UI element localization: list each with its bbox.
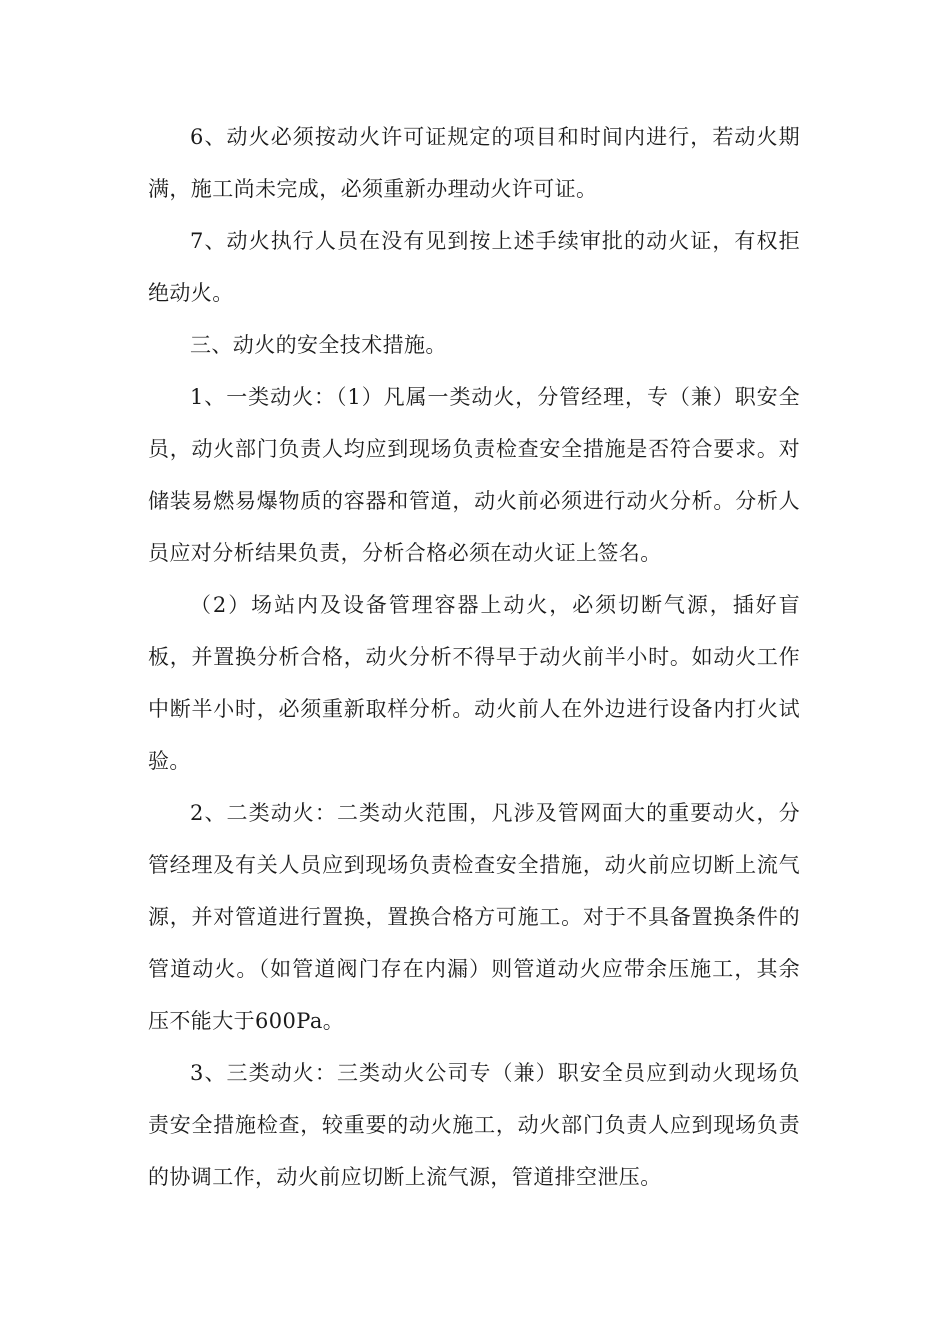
paragraph-rule-6: 6、动火必须按动火许可证规定的项目和时间内进行，若动火期满，施工尚未完成，必须重新办理动火许可证。 xyxy=(148,125,800,201)
section-heading-safety-measures: 三、动火的安全技术措施。 xyxy=(190,333,447,357)
paragraph-class-3-fire: 3、三类动火：三类动火公司专（兼）职安全员应到动火现场负责安全措施检查，较重要的动火施工，动火部门负责人应到现场负责的协调工作，动火前应切断上流气源，管道排空泄压。 xyxy=(148,1061,800,1189)
paragraph-class-1-fire: 1、一类动火：（1）凡属一类动火，分管经理，专（兼）职安全员，动火部门负责人均应到现场负责检查安全措施是否符合要求。对储装易燃易爆物质的容器和管道，动火前必须进行动火分析。分析人员应对分析结果负责，分析合格必须在动火证上签名。 xyxy=(148,385,800,565)
paragraph-class-1-fire-item-2: （2）场站内及设备管理容器上动火，必须切断气源，插好盲板，并置换分析合格，动火分析不得早于动火前半小时。如动火工作中断半小时，必须重新取样分析。动火前人在外边进行设备内打火试验。 xyxy=(148,593,800,773)
document-page xyxy=(148,111,800,1203)
paragraph-class-2-fire: 2、二类动火：二类动火范围，凡涉及管网面大的重要动火，分管经理及有关人员应到现场负责检查安全措施，动火前应切断上流气源，并对管道进行置换，置换合格方可施工。对于不具备置换条件的管道动火。（如管道阀门存在内漏）则管道动火应带余压施工，其余压不能大于600Pa。 xyxy=(148,801,800,1033)
paragraph-rule-7: 7、动火执行人员在没有见到按上述手续审批的动火证，有权拒绝动火。 xyxy=(148,229,800,305)
